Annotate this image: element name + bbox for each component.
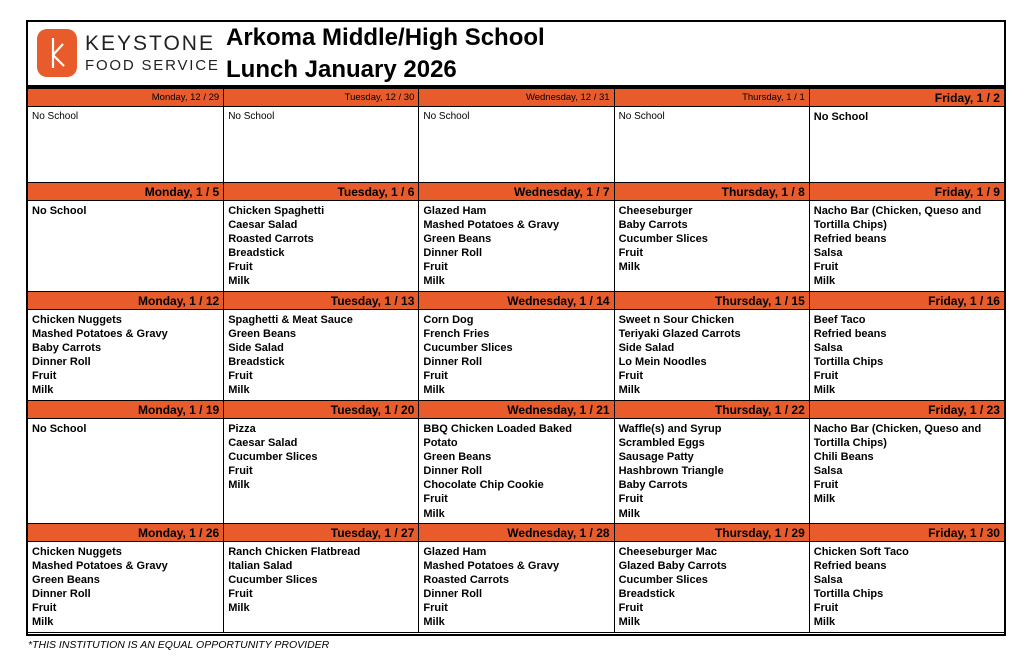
menu-item: Milk xyxy=(618,384,640,397)
menu-item: Dinner Roll xyxy=(423,247,483,260)
day-date: Wednesday, 1 / 7 xyxy=(419,183,613,201)
menu-item: Cucumber Slices xyxy=(618,574,708,587)
menu-item: Cucumber Slices xyxy=(618,233,708,246)
day-date: Friday, 1 / 9 xyxy=(810,183,1004,201)
menu-item: Mashed Potatoes & Gravy xyxy=(32,328,168,341)
menu-item: Sausage Patty xyxy=(618,451,694,464)
menu-item: Milk xyxy=(423,616,445,629)
brand-name: KEYSTONE xyxy=(85,32,215,55)
header xyxy=(28,22,1004,88)
menu-item: Corn Dog xyxy=(423,314,474,326)
menu-item: Sweet n Sour Chicken xyxy=(618,314,735,326)
day-cell xyxy=(614,292,809,401)
menu-item: Side Salad xyxy=(228,342,284,355)
menu-items xyxy=(615,310,809,401)
menu-items xyxy=(224,542,418,633)
brand-subtitle: FOOD SERVICE xyxy=(85,57,220,74)
menu-item: Milk xyxy=(813,275,836,288)
day-date: Monday, 1 / 5 xyxy=(28,183,223,201)
menu-items xyxy=(28,107,223,183)
menu-items xyxy=(419,107,613,183)
day-cell xyxy=(223,524,418,633)
day-cell xyxy=(28,183,223,292)
day-cell xyxy=(418,183,613,292)
day-date: Thursday, 1 / 8 xyxy=(615,183,809,201)
day-cell xyxy=(223,89,418,183)
menu-item: Breadstick xyxy=(618,588,675,601)
menu-item: Nacho Bar (Chicken, Queso and xyxy=(813,423,982,435)
menu-items xyxy=(419,310,613,401)
day-date: Thursday, 1 / 1 xyxy=(615,89,809,107)
day-date: Friday, 1 / 23 xyxy=(810,401,1004,419)
day-date: Wednesday, 1 / 14 xyxy=(419,292,613,310)
menu-item: Cucumber Slices xyxy=(228,574,318,587)
menu-item: Fruit xyxy=(423,261,448,274)
day-date: Thursday, 1 / 22 xyxy=(615,401,809,419)
day-date: Thursday, 1 / 29 xyxy=(615,524,809,542)
day-cell xyxy=(28,401,223,524)
menu-item: Milk xyxy=(423,507,445,520)
menu-item: Cucumber Slices xyxy=(228,451,318,464)
menu-item: Chocolate Chip Cookie xyxy=(423,479,544,492)
menu-item: Chicken Spaghetti xyxy=(228,205,325,217)
day-cell xyxy=(614,401,809,524)
menu-item: Salsa xyxy=(813,247,843,260)
menu-item: Milk xyxy=(32,616,54,629)
menu-item: Waffle(s) and Syrup xyxy=(618,423,722,435)
menu-item: Dinner Roll xyxy=(32,356,91,369)
menu-item: Baby Carrots xyxy=(32,342,102,355)
menu-item: Milk xyxy=(813,493,836,506)
menu-items xyxy=(419,419,613,524)
menu-item: Milk xyxy=(813,384,836,397)
week-row xyxy=(28,524,1004,633)
week-row xyxy=(28,183,1004,292)
menu-item: Green Beans xyxy=(423,451,492,464)
menu-item: No School xyxy=(618,111,665,122)
menu-item: Breadstick xyxy=(228,247,285,260)
menu-item: Roasted Carrots xyxy=(228,233,314,246)
menu-item: Milk xyxy=(228,275,250,288)
menu-item: Baby Carrots xyxy=(618,479,688,492)
week-row xyxy=(28,292,1004,401)
menu-item: Mashed Potatoes & Gravy xyxy=(423,560,560,573)
menu-items xyxy=(28,419,223,524)
menu-item: No School xyxy=(423,111,470,122)
menu-item: Green Beans xyxy=(228,328,297,341)
menu-item: Hashbrown Triangle xyxy=(618,465,724,478)
menu-item: Lo Mein Noodles xyxy=(618,356,707,369)
menu-item: Fruit xyxy=(618,602,644,615)
day-cell xyxy=(614,89,809,183)
day-cell xyxy=(809,524,1004,633)
menu-item: Chicken Soft Taco xyxy=(813,546,909,558)
day-date: Monday, 12 / 29 xyxy=(28,89,223,107)
menu-items xyxy=(615,419,809,524)
menu-item: BBQ Chicken Loaded Baked xyxy=(423,423,572,435)
day-cell xyxy=(28,89,223,183)
menu-item: French Fries xyxy=(423,328,490,341)
menu-items xyxy=(28,310,223,401)
footer-note: *THIS INSTITUTION IS AN EQUAL OPPORTUNITY PROVIDER xyxy=(28,639,330,651)
day-date: Monday, 1 / 12 xyxy=(28,292,223,310)
menu-items xyxy=(810,107,1004,183)
day-cell xyxy=(223,401,418,524)
day-date: Tuesday, 1 / 27 xyxy=(224,524,418,542)
menu-item: Glazed Ham xyxy=(423,205,487,217)
menu-item: Dinner Roll xyxy=(423,588,483,601)
menu-item: Green Beans xyxy=(423,233,492,246)
day-cell xyxy=(418,89,613,183)
day-date: Wednesday, 12 / 31 xyxy=(419,89,613,107)
menu-item: Baby Carrots xyxy=(618,219,688,232)
day-date: Tuesday, 12 / 30 xyxy=(224,89,418,107)
day-date: Wednesday, 1 / 21 xyxy=(419,401,613,419)
menu-item: Fruit xyxy=(618,493,644,506)
day-cell xyxy=(418,524,613,633)
menu-items xyxy=(224,107,418,183)
menu-item: Milk xyxy=(228,479,250,492)
menu-item: Milk xyxy=(32,384,54,397)
day-cell xyxy=(418,401,613,524)
menu-items xyxy=(224,419,418,524)
menu-items xyxy=(419,542,613,633)
menu-item: Fruit xyxy=(813,261,839,274)
menu-item: Fruit xyxy=(618,370,644,383)
menu-item: Glazed Baby Carrots xyxy=(618,560,727,573)
week-row xyxy=(28,401,1004,524)
menu-frame xyxy=(26,20,1006,636)
menu-item: No School xyxy=(32,111,79,122)
menu-item: Fruit xyxy=(813,602,839,615)
day-date: Monday, 1 / 26 xyxy=(28,524,223,542)
week-row xyxy=(28,89,1004,183)
day-cell xyxy=(809,89,1004,183)
menu-item: No School xyxy=(228,111,275,122)
day-cell xyxy=(223,292,418,401)
menu-item: Salsa xyxy=(813,574,843,587)
menu-items xyxy=(615,542,809,633)
menu-item: Fruit xyxy=(423,493,448,506)
day-date: Friday, 1 / 30 xyxy=(810,524,1004,542)
day-cell xyxy=(809,292,1004,401)
menu-item: Milk xyxy=(618,507,640,520)
menu-item: Milk xyxy=(618,616,640,629)
menu-item: Mashed Potatoes & Gravy xyxy=(423,219,560,232)
menu-items xyxy=(419,201,613,292)
menu-item: Dinner Roll xyxy=(32,588,91,601)
menu-item: Tortilla Chips) xyxy=(813,219,887,232)
day-cell xyxy=(614,524,809,633)
menu-item: Potato xyxy=(423,437,458,450)
menu-item: Cheeseburger Mac xyxy=(618,546,717,558)
menu-item: Glazed Ham xyxy=(423,546,487,558)
menu-item: Chicken Nuggets xyxy=(32,546,122,558)
keystone-logo-icon xyxy=(37,29,77,77)
day-date: Monday, 1 / 19 xyxy=(28,401,223,419)
menu-item: Nacho Bar (Chicken, Queso and xyxy=(813,205,982,217)
menu-items xyxy=(615,107,809,183)
day-date: Thursday, 1 / 15 xyxy=(615,292,809,310)
menu-item: Teriyaki Glazed Carrots xyxy=(618,328,741,341)
day-date: Tuesday, 1 / 6 xyxy=(224,183,418,201)
day-date: Friday, 1 / 16 xyxy=(810,292,1004,310)
menu-item: No School xyxy=(813,111,869,123)
menu-item: Milk xyxy=(618,261,640,274)
menu-item: Refried beans xyxy=(813,233,887,246)
menu-item: Roasted Carrots xyxy=(423,574,509,587)
menu-item: Tortilla Chips xyxy=(813,588,884,601)
menu-item: Dinner Roll xyxy=(423,465,483,478)
day-cell xyxy=(418,292,613,401)
menu-item: Fruit xyxy=(32,602,57,615)
menu-items xyxy=(28,201,223,292)
menu-item: No School xyxy=(32,205,87,217)
menu-items xyxy=(810,310,1004,401)
menu-item: Tortilla Chips) xyxy=(813,437,887,450)
menu-item: Beef Taco xyxy=(813,314,866,326)
menu-items xyxy=(28,542,223,633)
menu-item: Fruit xyxy=(228,465,253,478)
menu-item: Caesar Salad xyxy=(228,219,298,232)
menu-item: Fruit xyxy=(423,602,448,615)
day-cell xyxy=(28,524,223,633)
day-cell xyxy=(809,183,1004,292)
day-cell xyxy=(809,401,1004,524)
day-cell xyxy=(614,183,809,292)
menu-item: Breadstick xyxy=(228,356,285,369)
menu-items xyxy=(810,419,1004,524)
menu-item: Fruit xyxy=(32,370,57,383)
menu-items xyxy=(810,201,1004,292)
menu-item: Milk xyxy=(228,602,250,615)
menu-item: Fruit xyxy=(813,479,839,492)
day-date: Friday, 1 / 2 xyxy=(810,89,1004,107)
menu-item: Fruit xyxy=(423,370,448,383)
day-cell xyxy=(223,183,418,292)
menu-item: Dinner Roll xyxy=(423,356,483,369)
menu-item: Fruit xyxy=(228,588,253,601)
menu-item: No School xyxy=(32,423,87,435)
menu-items xyxy=(224,310,418,401)
menu-item: Fruit xyxy=(618,247,644,260)
menu-item: Fruit xyxy=(813,370,839,383)
menu-items xyxy=(615,201,809,292)
menu-item: Fruit xyxy=(228,261,253,274)
menu-items xyxy=(224,201,418,292)
menu-item: Cheeseburger xyxy=(618,205,693,217)
menu-item: Cucumber Slices xyxy=(423,342,513,355)
school-title: Arkoma Middle/High School xyxy=(226,24,545,51)
menu-item: Spaghetti & Meat Sauce xyxy=(228,314,353,326)
menu-item: Ranch Chicken Flatbread xyxy=(228,546,361,558)
day-cell xyxy=(28,292,223,401)
menu-item: Refried beans xyxy=(813,328,887,341)
menu-title: Lunch January 2026 xyxy=(226,56,457,83)
menu-item: Milk xyxy=(423,384,445,397)
menu-item: Scrambled Eggs xyxy=(618,437,705,450)
menu-item: Side Salad xyxy=(618,342,675,355)
menu-item: Salsa xyxy=(813,342,843,355)
menu-item: Chili Beans xyxy=(813,451,874,464)
menu-item: Milk xyxy=(228,384,250,397)
day-date: Tuesday, 1 / 13 xyxy=(224,292,418,310)
menu-item: Milk xyxy=(813,616,836,629)
menu-item: Salsa xyxy=(813,465,843,478)
menu-item: Refried beans xyxy=(813,560,887,573)
menu-item: Milk xyxy=(423,275,445,288)
day-date: Wednesday, 1 / 28 xyxy=(419,524,613,542)
menu-item: Chicken Nuggets xyxy=(32,314,122,326)
menu-items xyxy=(810,542,1004,633)
menu-item: Italian Salad xyxy=(228,560,293,573)
menu-item: Fruit xyxy=(228,370,253,383)
menu-item: Green Beans xyxy=(32,574,100,587)
menu-item: Mashed Potatoes & Gravy xyxy=(32,560,168,573)
menu-item: Tortilla Chips xyxy=(813,356,884,369)
day-date: Tuesday, 1 / 20 xyxy=(224,401,418,419)
menu-item: Pizza xyxy=(228,423,256,435)
menu-item: Caesar Salad xyxy=(228,437,298,450)
menu-calendar-grid xyxy=(28,89,1004,633)
